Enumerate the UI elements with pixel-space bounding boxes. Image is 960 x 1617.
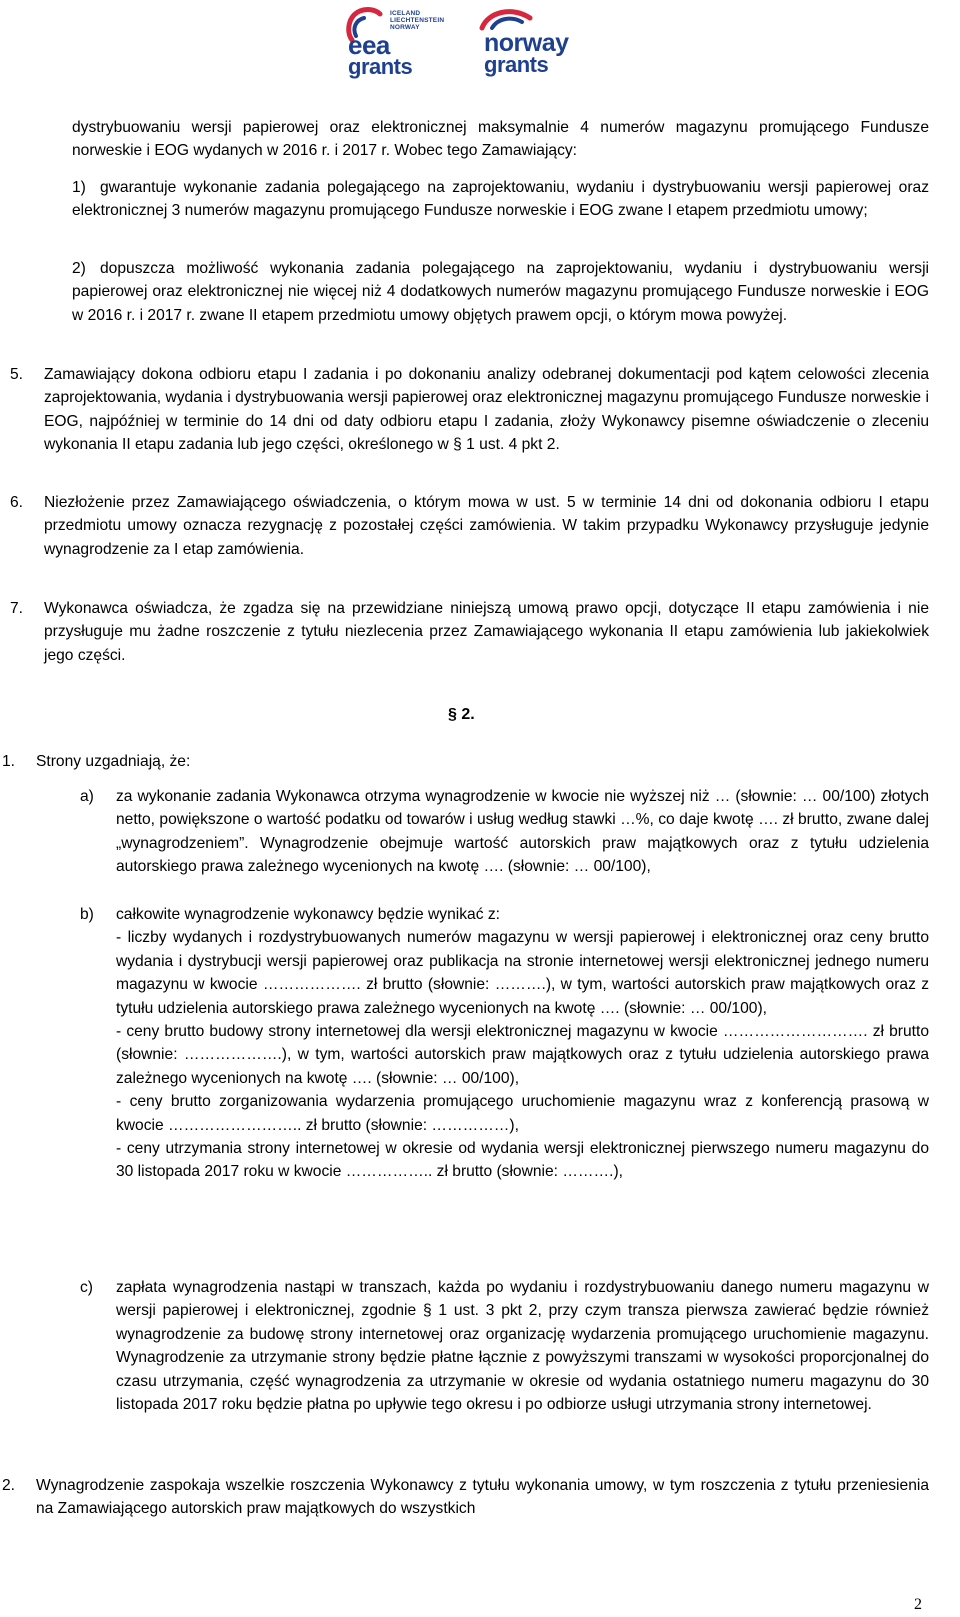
item-1-number: 1): [72, 179, 86, 196]
item-b-number: b): [80, 906, 94, 923]
eea-country-iceland: ICELAND: [390, 10, 421, 17]
item-b-heading: całkowite wynagrodzenie wykonawcy będzie wynikać z:: [116, 906, 500, 923]
section-2-item-1-text: Strony uzgadniają, że:: [36, 753, 191, 770]
paragraph-5-number: 5.: [10, 366, 24, 383]
paragraph-7-number: 7.: [10, 600, 24, 617]
eea-country-liechtenstein: LIECHTENSTEIN: [390, 17, 445, 24]
section-2-item-2-number: 2.: [2, 1477, 16, 1494]
page-number: 2: [914, 1596, 922, 1613]
item-1-text: gwarantuje wykonanie zadania polegającego na zaprojektowaniu, wydaniu i dystrybuowaniu wersji papierowej oraz elektronicznej 3 numerów magazynu promującego Fundusze norweskie i EOG zwane I etapem przedmiotu umowy;: [72, 179, 929, 220]
intro-paragraph: dystrybuowaniu wersji papierowej oraz elektronicznej maksymalnie 4 numerów magazynu promującego Fundusze norweskie i EOG wydanych w 2016 r. i 2017 r. Wobec tego Zamawiający:: [72, 119, 929, 160]
norway-brand-bottom: grants: [484, 52, 549, 77]
item-a-text: za wykonanie zadania Wykonawca otrzyma wynagrodzenie w kwocie nie wyższej niż … (słownie: … 00/100) złotych netto, powiększone o wartość podatku od towarów i usług według stawki …%, co daje kwotę …. zł brutto, zwane dalej „wynagrodzeniem”. Wynagrodzenie obejmuje wartość autorskich praw majątkowych oraz z tytułu udzielenia autorskiego prawa zależnego wycenionych na kwotę …. (słownie: … 00/100),: [116, 788, 929, 876]
eea-brand-top: eea: [348, 30, 390, 60]
item-b-dash-3: - ceny brutto zorganizowania wydarzenia promującego uruchomienie magazynu wraz z konferencją prasową w kwocie …………………….. zł brutto (słownie: ……………),: [116, 1093, 929, 1134]
section-title: § 2.: [448, 706, 475, 723]
item-2-number: 2): [72, 260, 86, 277]
item-2-text: dopuszcza możliwość wykonania zadania polegającego na zaprojektowaniu, wydaniu i dystrybuowaniu wersji papierowej oraz elektronicznej nie więcej niż 4 dodatkowych numerów magazynu promującego Fundusze norweskie i EOG w 2016 r. i 2017 r. zwane II etapem przedmiotu umowy objętych prawem opcji, o którym mowa powyżej.: [72, 260, 929, 324]
item-c-number: c): [80, 1279, 93, 1296]
item-b-dash-2: - ceny brutto budowy strony internetowej dla wersji elektronicznej magazynu w kwocie ………………………. zł brutto (słownie: ……………….), w tym, wartości autorskich praw majątkowych oraz z tytułu udzielenia autorskiego prawa zależnego wycenionych na kwotę …. (słownie: … 00/100),: [116, 1023, 929, 1087]
item-b-content: [116, 903, 929, 1184]
norway-grants-logo: [474, 4, 594, 80]
paragraph-6-number: 6.: [10, 494, 24, 511]
item-a-number: a): [80, 788, 94, 805]
eea-grants-logo: [344, 4, 454, 80]
item-c-text: zapłata wynagrodzenia nastąpi w transzach, każda po wydaniu i rozdystrybuowaniu danego numeru magazynu w wersji papierowej i elektronicznej, zgodnie § 1 ust. 3 pkt 2, przy czym transza pierwsza zawierać będzie również wynagrodzenie za budowę strony internetowej oraz organizację wydarzenia promującego uruchomienie magazynu. Wynagrodzenie za utrzymanie strony będzie płatne łącznie z powyższymi transzami w wysokości proporcjonalnej do czasu utrzymania, część wynagrodzenia za utrzymanie w okresie od wydania ostatniego numeru magazynu do 30 listopada 2017 roku będzie płatna po upływie tego okresu i po odbiorze usługi utrzymania strony internetowej.: [116, 1279, 929, 1414]
eea-country-norway: NORWAY: [390, 24, 420, 31]
header-logos: [344, 4, 594, 80]
section-2-item-1-number: 1.: [2, 753, 16, 770]
item-b-dash-4: - ceny utrzymania strony internetowej w okresie od wydania wersji elektronicznej pierwszego numeru magazynu do 30 listopada 2017 roku w kwocie …………….. zł brutto (słownie: ……….),: [116, 1140, 929, 1181]
paragraph-5-text: Zamawiający dokona odbioru etapu I zadania i po dokonaniu analizy odebranej dokumentacji pod kątem celowości zlecenia zaprojektowania, wydania i dystrybuowania wersji papierowej oraz elektronicznej magazynu promującego Fundusze norweskie i EOG, najpóźniej w terminie do 14 dni od daty odbioru etapu I zadania, złoży Wykonawcy pisemne oświadczenie o zleceniu wykonania II etapu zadania lub jego części, określonego w § 1 ust. 4 pkt 2.: [44, 366, 929, 454]
item-b-dash-1: - liczby wydanych i rozdystrybuowanych numerów magazynu w wersji papierowej i elektronicznej oraz ceny brutto wydania i dystrybucji wersji papierowej oraz publikacja na stronie internetowej wersji elektronicznej jednego numeru magazynu w kwocie ………………. zł brutto (słownie: ……….), w tym, wartości autorskich praw majątkowych oraz z tytułu udzielenia autorskiego prawa zależnego wycenionych na kwotę …. (słownie: … 00/100),: [116, 929, 929, 1017]
eea-brand-bottom: grants: [348, 54, 413, 79]
norway-brand-top: norway: [484, 29, 569, 57]
section-2-item-2-text: Wynagrodzenie zaspokaja wszelkie roszczenia Wykonawcy z tytułu wykonania umowy, w tym roszczenia z tytułu przeniesienia na Zamawiającego autorskich praw majątkowych do wszystkich: [36, 1477, 929, 1518]
paragraph-7-text: Wykonawca oświadcza, że zgadza się na przewidziane niniejszą umową prawo opcji, dotyczące II etapu zamówienia i nie przysługuje mu żadne roszczenie z tytułu niezlecenia przez Zamawiającego wykonania II etapu zamówienia lub jakiekolwiek jego części.: [44, 600, 929, 664]
paragraph-6-text: Niezłożenie przez Zamawiającego oświadczenia, o którym mowa w ust. 5 w terminie 14 dni od dokonania odbioru I etapu przedmiotu umowy oznacza rezygnację z pozostałej części zamówienia. W takim przypadku Wykonawcy przysługuje jedynie wynagrodzenie za I etap zamówienia.: [44, 494, 929, 558]
